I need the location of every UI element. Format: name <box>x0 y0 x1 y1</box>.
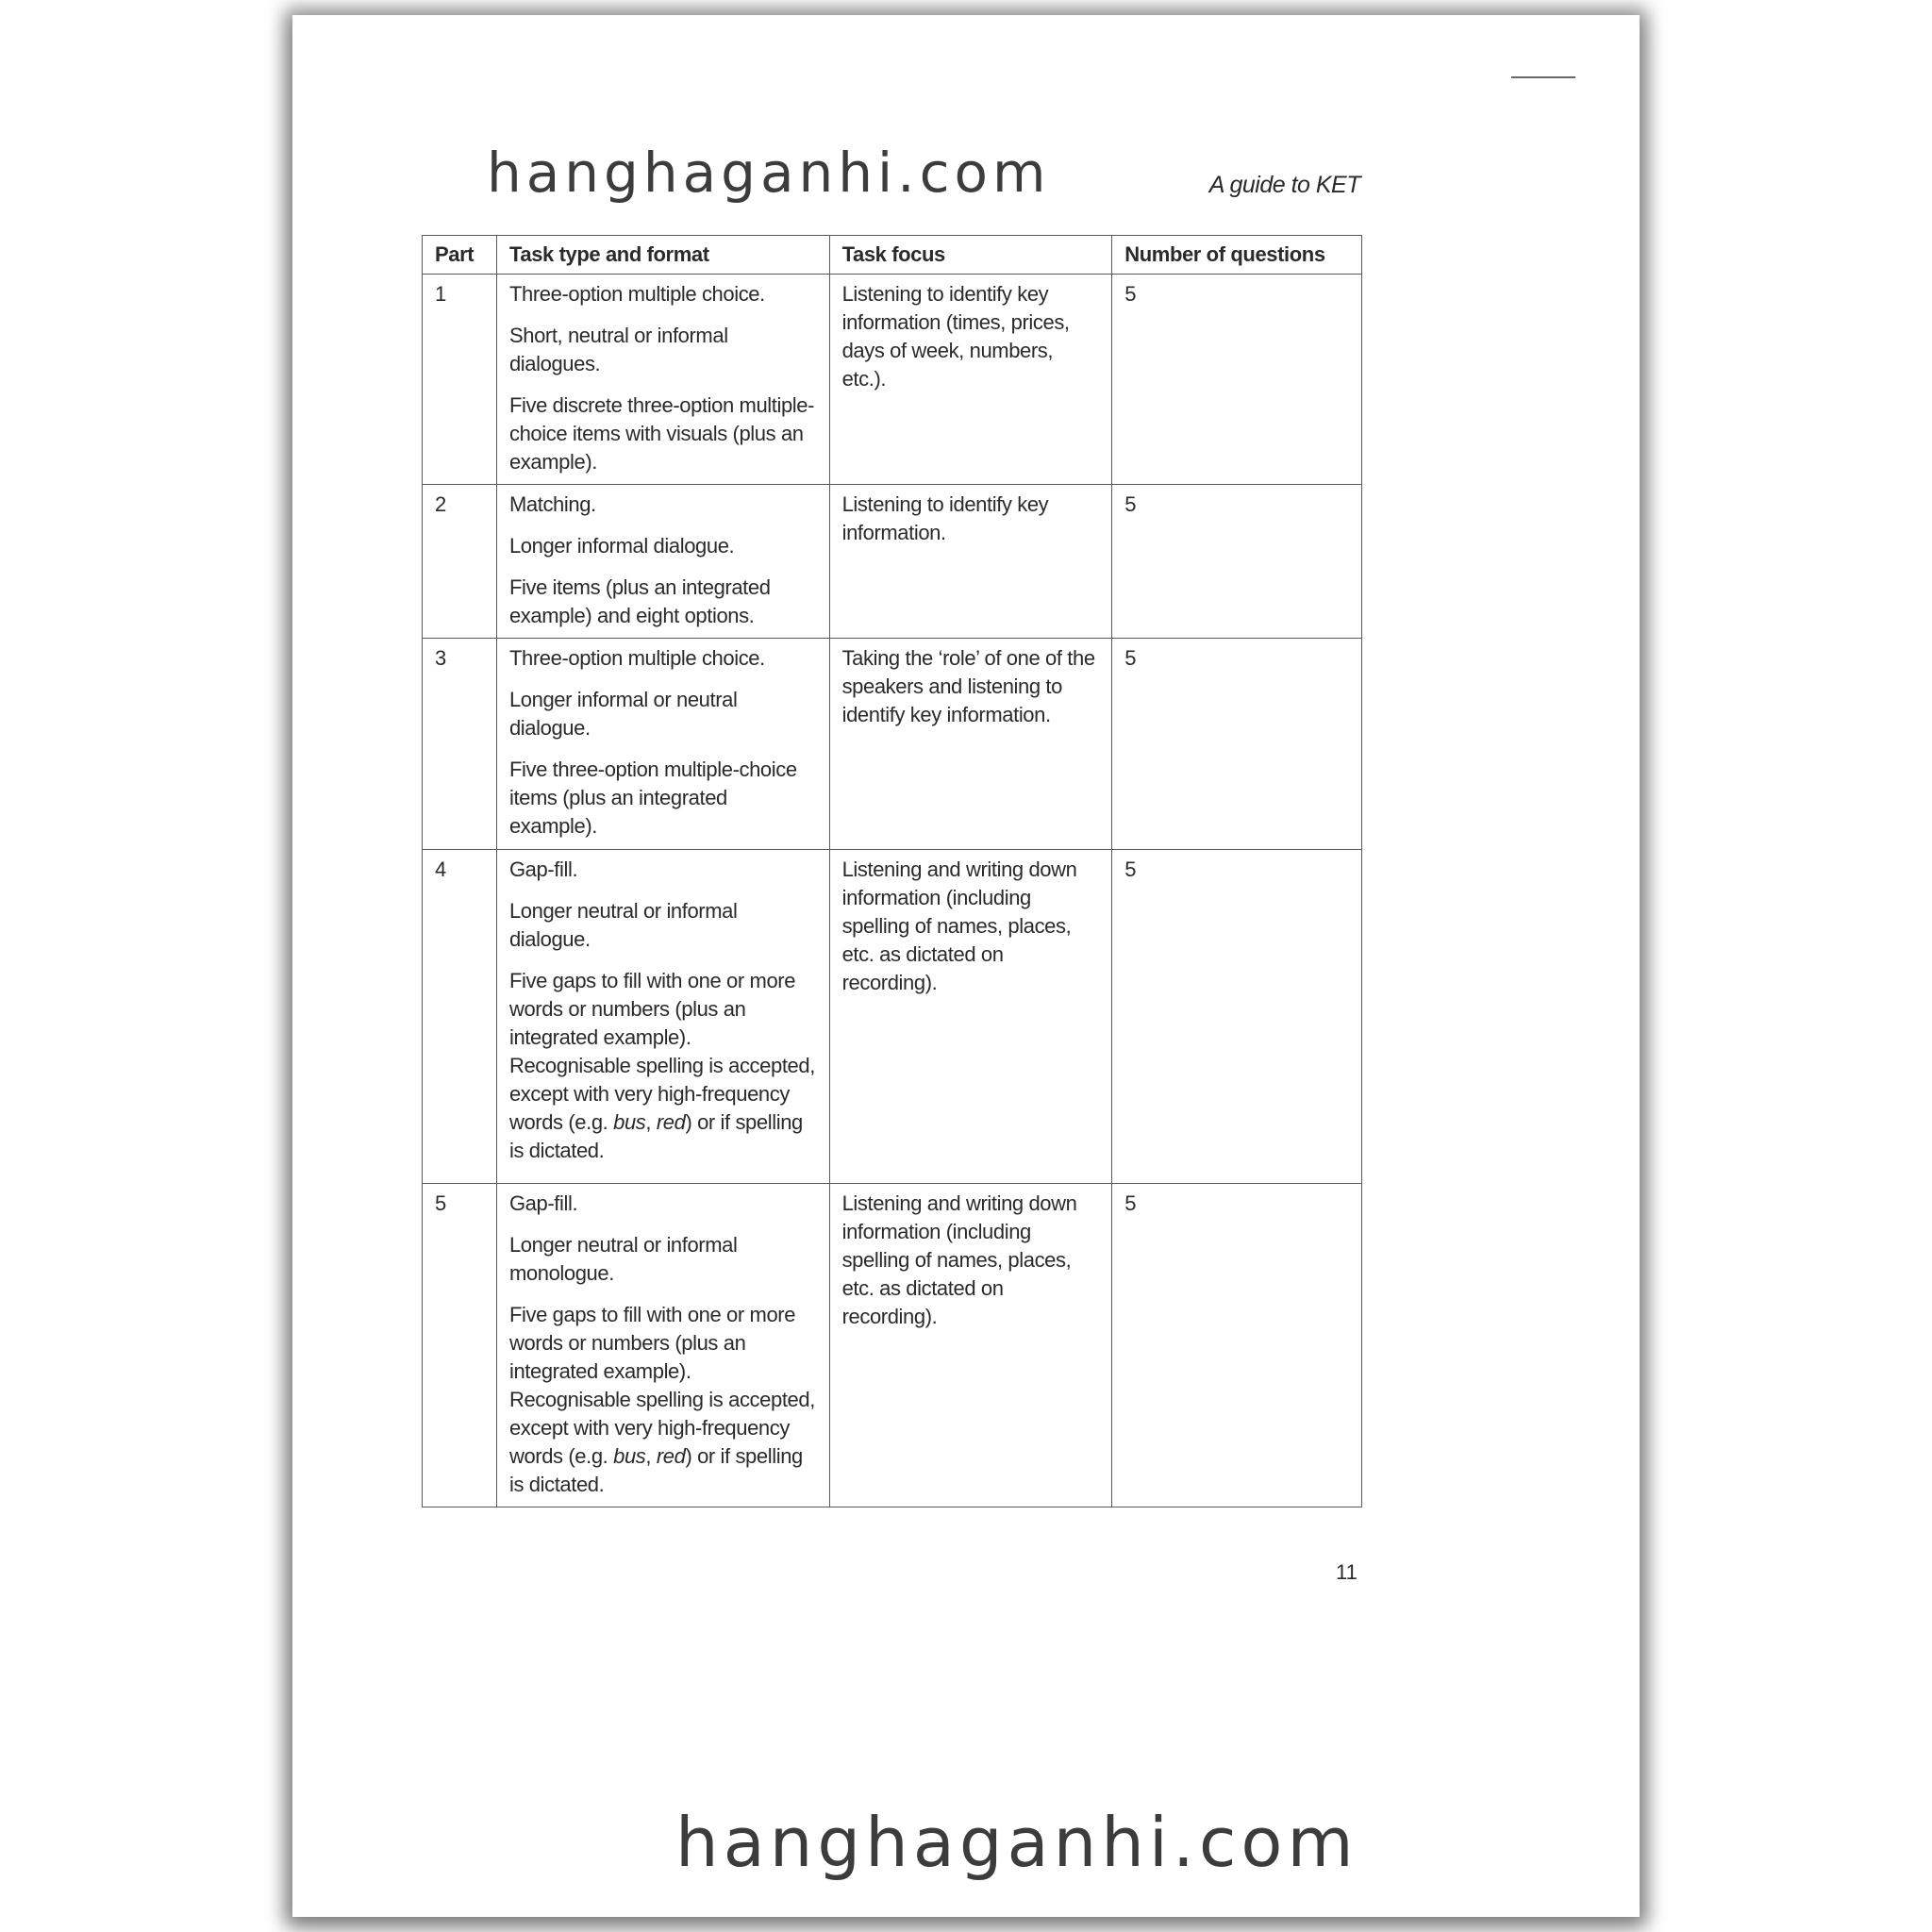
task-line: Five discrete three-option multiple-choice items with visuals (plus an example). <box>508 393 815 474</box>
task-line: Longer neutral or informal dialogue. <box>508 899 738 951</box>
task-line: Longer informal dialogue. <box>508 534 735 558</box>
part-number: 2 <box>423 485 497 639</box>
task-focus-cell: Listening and writing down information (including spelling of names, places, etc. as dictated on recording). <box>829 850 1112 1184</box>
task-line: Matching. <box>508 492 596 516</box>
task-line: Gap-fill. <box>508 1191 578 1215</box>
question-count: 5 <box>1112 850 1362 1184</box>
part-number: 4 <box>423 850 497 1184</box>
watermark-top: hanghaganhi.com <box>487 141 1051 205</box>
question-count: 5 <box>1112 639 1362 850</box>
note-text: Recognisable spelling is accepted, except with very high-frequency words (e.g. <box>508 1388 815 1468</box>
note-text: Recognisable spelling is accepted, except with very high-frequency words (e.g. <box>508 1054 815 1134</box>
part-number: 5 <box>423 1184 497 1507</box>
task-focus-cell: Listening and writing down information (including spelling of names, places, etc. as dictated on recording). <box>829 1184 1112 1507</box>
task-line: Three-option multiple choice. <box>508 646 765 670</box>
header-rule <box>1511 76 1575 78</box>
task-type-cell <box>496 485 829 639</box>
listening-paper-table <box>422 235 1362 1507</box>
task-type-cell <box>496 639 829 850</box>
note-example-word: red <box>656 1110 686 1134</box>
task-type-cell <box>496 850 829 1184</box>
task-line: Five three-option multiple-choice items (plus an integrated example). <box>508 758 797 838</box>
question-count: 5 <box>1112 485 1362 639</box>
spelling-note <box>509 1386 818 1499</box>
watermark-bottom: hanghaganhi.com <box>675 1803 1358 1882</box>
table-header-row <box>423 236 1362 275</box>
note-example-word: bus <box>613 1444 646 1468</box>
table-row <box>423 850 1362 1184</box>
header-number-of-questions: Number of questions <box>1112 236 1362 275</box>
question-count: 5 <box>1112 275 1362 485</box>
task-line: Gap-fill. <box>508 858 578 881</box>
note-text: , <box>645 1110 657 1134</box>
running-head: A guide to KET <box>1208 172 1360 198</box>
task-line: Longer informal or neutral dialogue. <box>508 688 738 740</box>
task-line: Five gaps to fill with one or more words or numbers (plus an integrated example). <box>508 1303 796 1383</box>
task-line: Short, neutral or informal dialogues. <box>508 324 728 375</box>
note-text: ) or if spelling is dictated. <box>508 1110 803 1162</box>
part-number: 1 <box>423 275 497 485</box>
task-line: Longer neutral or informal monologue. <box>508 1233 738 1285</box>
part-number: 3 <box>423 639 497 850</box>
note-example-word: red <box>656 1444 686 1468</box>
table-row <box>423 485 1362 639</box>
spelling-note <box>509 1052 818 1165</box>
task-type-cell <box>496 1184 829 1507</box>
header-part: Part <box>423 236 497 275</box>
header-task-type: Task type and format <box>496 236 829 275</box>
note-example-word: bus <box>613 1110 646 1134</box>
task-focus-cell: Listening to identify key information. <box>829 485 1112 639</box>
note-text: ) or if spelling is dictated. <box>508 1444 803 1496</box>
page-number: 11 <box>1336 1560 1357 1584</box>
header-task-focus: Task focus <box>829 236 1112 275</box>
task-line: Five gaps to fill with one or more words or numbers (plus an integrated example). <box>508 969 796 1049</box>
note-text: , <box>645 1444 657 1468</box>
task-type-cell <box>496 275 829 485</box>
task-focus-cell: Listening to identify key information (times, prices, days of week, numbers, etc.). <box>829 275 1112 485</box>
table-row <box>423 1184 1362 1507</box>
document-page <box>292 15 1640 1917</box>
task-focus-cell: Taking the ‘role’ of one of the speakers and listening to identify key information. <box>829 639 1112 850</box>
question-count: 5 <box>1112 1184 1362 1507</box>
task-line: Five items (plus an integrated example) and eight options. <box>508 575 771 627</box>
table-row <box>423 639 1362 850</box>
task-line: Three-option multiple choice. <box>508 282 765 306</box>
table-row <box>423 275 1362 485</box>
